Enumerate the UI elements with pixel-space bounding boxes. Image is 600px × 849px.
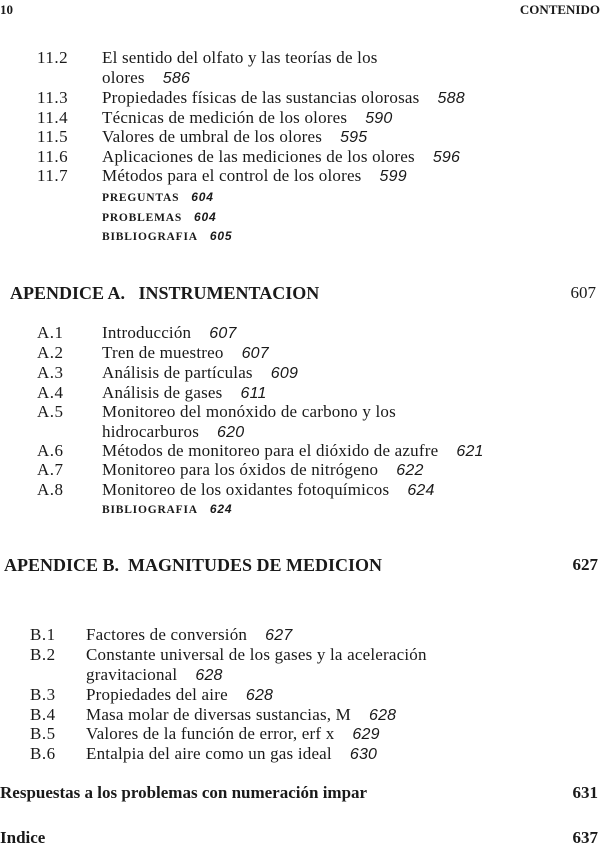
extra-title: PREGUNTAS <box>102 192 180 204</box>
entry-number: A.8 <box>37 480 64 499</box>
toc-entry <box>102 108 393 128</box>
answers-title: Respuestas a los problemas con numeración impar <box>0 783 368 802</box>
toc-entry-continued <box>102 422 244 442</box>
entry-page: 590 <box>365 110 393 127</box>
entry-page: 628 <box>368 707 397 724</box>
entry-page: 611 <box>240 385 267 402</box>
appendix-b-page: 627 <box>572 555 598 574</box>
entry-number: 11.2 <box>37 48 69 67</box>
appendix-b-title: APENDICE B. MAGNITUDES DE MEDICION <box>4 555 383 575</box>
entry-title: Métodos de monitoreo para el dióxido de azufre <box>102 441 439 460</box>
entry-number: B.4 <box>30 705 56 724</box>
entry-number: A.6 <box>37 441 64 460</box>
toc-entry <box>86 705 396 725</box>
toc-extra <box>102 208 216 228</box>
entry-page: 620 <box>217 424 245 441</box>
entry-number: B.1 <box>30 625 56 644</box>
appendix-a-page: 607 <box>570 283 596 302</box>
entry-title: Monitoreo de los oxidantes fotoquímicos <box>102 480 390 499</box>
toc-entry <box>102 363 298 383</box>
appendix-a-bibliography <box>102 500 232 520</box>
toc-entry <box>102 127 367 147</box>
toc-entry <box>102 343 269 363</box>
entry-page: 588 <box>437 90 465 107</box>
extra-page: 605 <box>209 229 233 243</box>
entry-title-continued: hidrocarburos <box>102 422 200 441</box>
entry-number: A.4 <box>37 383 64 402</box>
entry-title: Factores de conversión <box>86 625 248 644</box>
entry-page: 628 <box>245 687 274 704</box>
entry-page: 596 <box>432 149 461 166</box>
entry-page: 595 <box>340 129 368 146</box>
entry-number: 11.3 <box>37 88 69 107</box>
entry-title: Introducción <box>102 323 192 342</box>
toc-entry <box>102 402 396 421</box>
entry-title: Entalpia del aire como un gas ideal <box>86 744 332 763</box>
entry-title-continued: gravitacional <box>86 665 178 684</box>
entry-number: B.5 <box>30 724 56 743</box>
toc-entry <box>86 724 380 744</box>
entry-page: 621 <box>456 443 484 460</box>
toc-extra <box>102 188 214 208</box>
entry-title: Propiedades físicas de las sustancias olorosas <box>102 88 420 107</box>
entry-number: 11.5 <box>37 127 69 146</box>
extra-title: BIBLIOGRAFIA <box>102 231 198 243</box>
entry-number: 11.6 <box>37 147 69 166</box>
toc-entry <box>102 88 465 108</box>
entry-number: A.5 <box>37 402 64 421</box>
entry-title: Análisis de partículas <box>102 363 253 382</box>
entry-page: 630 <box>349 746 378 763</box>
entry-title: El sentido del olfato y las teorías de los <box>102 48 378 67</box>
toc-entry <box>86 625 292 645</box>
toc-entry <box>102 441 484 461</box>
entry-title: Propiedades del aire <box>86 685 228 704</box>
entry-number: 11.4 <box>37 108 69 127</box>
toc-entry-continued <box>86 665 223 685</box>
toc-entry <box>102 48 378 67</box>
entry-title: Constante universal de los gases y la aceleración <box>86 645 427 664</box>
entry-page: 627 <box>265 627 293 644</box>
running-title: CONTENIDO <box>519 2 600 17</box>
entry-page: 599 <box>379 168 407 185</box>
extra-title: BIBLIOGRAFIA <box>102 504 198 516</box>
extra-page: 604 <box>194 210 217 224</box>
page-number: 10 <box>0 2 13 17</box>
answers-page: 631 <box>572 783 598 802</box>
entry-number: A.2 <box>37 343 64 362</box>
entry-title: Monitoreo del monóxido de carbono y los <box>102 402 396 421</box>
toc-entry <box>86 744 377 764</box>
entry-title: Valores de la función de error, erf x <box>86 724 335 743</box>
entry-page: 629 <box>352 726 380 743</box>
entry-title: Métodos para el control de los olores <box>102 166 362 185</box>
entry-page: 586 <box>162 70 191 87</box>
entry-title: Monitoreo para los óxidos de nitrógeno <box>102 460 379 479</box>
entry-title: Análisis de gases <box>102 383 223 402</box>
toc-entry-continued <box>102 68 190 88</box>
extra-page: 604 <box>191 190 214 204</box>
entry-title: Valores de umbral de los olores <box>102 127 323 146</box>
entry-title: Técnicas de medición de los olores <box>102 108 348 127</box>
toc-entry <box>86 685 273 705</box>
toc-entry <box>102 147 460 167</box>
entry-title: Masa molar de diversas sustancias, M <box>86 705 351 724</box>
entry-number: A.1 <box>37 323 64 342</box>
entry-page: 609 <box>270 365 299 382</box>
toc-entry <box>102 166 407 186</box>
entry-number: B.3 <box>30 685 56 704</box>
entry-title: Tren de muestreo <box>102 343 224 362</box>
toc-entry <box>86 645 427 664</box>
entry-number: B.2 <box>30 645 56 664</box>
appendix-a-title: APENDICE A. INSTRUMENTACION <box>10 283 320 303</box>
entry-number: A.7 <box>37 460 64 479</box>
toc-entry <box>102 480 435 500</box>
entry-number: B.6 <box>30 744 56 763</box>
toc-entry <box>102 460 424 480</box>
toc-entry <box>102 383 267 403</box>
entry-number: A.3 <box>37 363 64 382</box>
extra-title: PROBLEMAS <box>102 212 183 224</box>
extra-page: 624 <box>209 502 233 516</box>
entry-title: Aplicaciones de las mediciones de los olores <box>102 147 415 166</box>
index-title: Indice <box>0 828 46 847</box>
entry-title-continued: olores <box>102 68 145 87</box>
index-page: 637 <box>572 828 598 847</box>
entry-page: 628 <box>195 667 223 684</box>
toc-entry <box>102 323 237 343</box>
entry-page: 607 <box>209 325 237 342</box>
entry-page: 622 <box>396 462 424 479</box>
toc-extra <box>102 227 232 247</box>
entry-number: 11.7 <box>37 166 69 185</box>
entry-page: 624 <box>407 482 435 499</box>
entry-page: 607 <box>241 345 269 362</box>
